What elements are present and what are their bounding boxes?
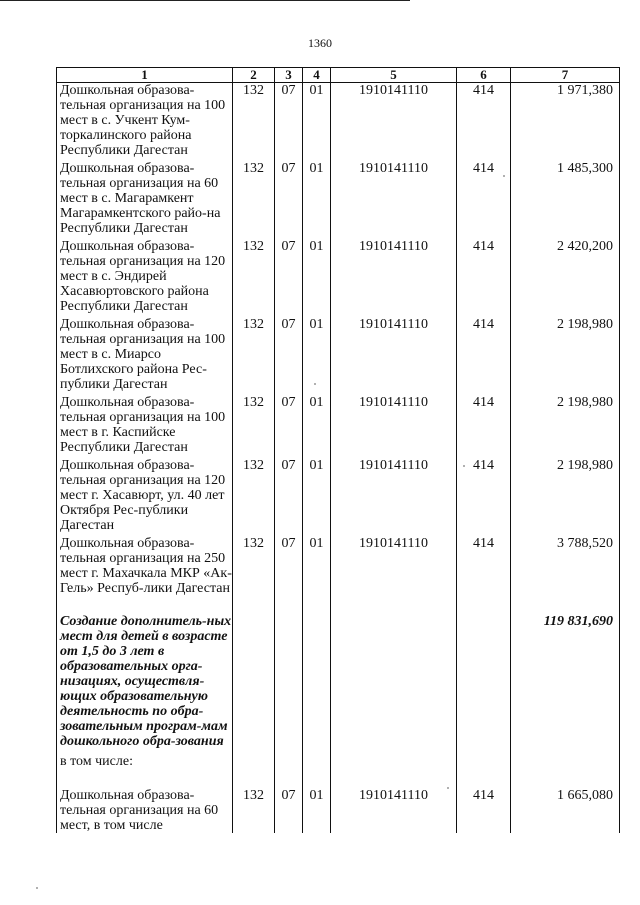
row-subsection-code: 01 (303, 239, 331, 317)
row-ministry-code: 132 (233, 83, 275, 162)
row-subsection-code (303, 754, 331, 788)
subheading-row (57, 754, 620, 788)
row-expense-type-code: 414 (457, 458, 511, 536)
row-section-code: 07 (275, 83, 303, 162)
row-section-code (275, 754, 303, 788)
row-ministry-code: 132 (233, 317, 275, 395)
table-row (57, 458, 620, 536)
table-row (57, 788, 620, 833)
row-target-code: 1910141110 (331, 161, 457, 239)
row-ministry-code: 132 (233, 395, 275, 458)
row-amount (511, 754, 620, 788)
column-header-4: 4 (303, 68, 331, 83)
row-amount: 1 485,300 (511, 161, 620, 239)
row-expense-type-code: 414 (457, 788, 511, 833)
scan-speck (36, 887, 38, 889)
row-ministry-code: 132 (233, 458, 275, 536)
row-amount: 2 198,980 (511, 317, 620, 395)
row-section-code: 07 (275, 317, 303, 395)
row-subsection-code: 01 (303, 458, 331, 536)
row-name: Дошкольная образова-тельная организация на 100 мест в с. Миарсо Ботлихского района Рес-публики Дагестан (57, 317, 233, 395)
row-target-code: 1910141110 (331, 458, 457, 536)
row-expense-type-code: 414 (457, 395, 511, 458)
row-ministry-code: 132 (233, 161, 275, 239)
scan-edge-line (0, 0, 410, 1)
row-ministry-code: 132 (233, 788, 275, 833)
row-amount: 1 971,380 (511, 83, 620, 162)
page-number: 1360 (308, 36, 332, 50)
row-name: Дошкольная образова-тельная организация на 100 мест в с. Учкент Кум-торкалинского района Республики Дагестан (57, 83, 233, 162)
section-title: Создание дополнитель-ных мест для детей в возрасте от 1,5 до 3 лет в образовательных орга-низациях, осуществля-ющих образовательную деятельность по обра-зовательным програм-мам дошкольного обра-зования (57, 614, 233, 754)
row-target-code: 1910141110 (331, 536, 457, 614)
column-header-5: 5 (331, 68, 457, 83)
column-header-2: 2 (233, 68, 275, 83)
row-expense-type-code: 414 (457, 317, 511, 395)
row-section-code: 07 (275, 458, 303, 536)
row-subsection-code: 01 (303, 536, 331, 614)
row-section-code: 07 (275, 788, 303, 833)
table-row (57, 536, 620, 614)
row-ministry-code: 132 (233, 239, 275, 317)
row-target-code: 1910141110 (331, 788, 457, 833)
row-subsection-code: 01 (303, 788, 331, 833)
table-body (57, 83, 620, 834)
subheading-text: в том числе: (57, 754, 233, 788)
row-amount: 2 420,200 (511, 239, 620, 317)
row-expense-type-code: 414 (457, 161, 511, 239)
row-name: Дошкольная образова-тельная организация на 120 мест г. Хасавюрт, ул. 40 лет Октября Рес-публики Дагестан (57, 458, 233, 536)
column-header-6: 6 (457, 68, 511, 83)
row-amount: 2 198,980 (511, 395, 620, 458)
row-expense-type-code (457, 754, 511, 788)
section-row (57, 614, 620, 754)
table-row (57, 83, 620, 162)
row-subsection-code (303, 614, 331, 754)
row-ministry-code (233, 754, 275, 788)
budget-table (56, 67, 620, 833)
row-target-code (331, 614, 457, 754)
column-header-1: 1 (57, 68, 233, 83)
row-subsection-code: 01 (303, 83, 331, 162)
row-section-code: 07 (275, 395, 303, 458)
row-name: Дошкольная образова-тельная организация на 120 мест в с. Эндирей Хасавюртовского района Республики Дагестан (57, 239, 233, 317)
row-expense-type-code: 414 (457, 83, 511, 162)
table-row (57, 239, 620, 317)
column-header-3: 3 (275, 68, 303, 83)
row-target-code (331, 754, 457, 788)
row-section-code: 07 (275, 161, 303, 239)
column-header-7: 7 (511, 68, 620, 83)
row-section-code: 07 (275, 536, 303, 614)
row-subsection-code: 01 (303, 161, 331, 239)
row-expense-type-code: 414 (457, 239, 511, 317)
table-header (57, 68, 620, 83)
scan-speck (314, 383, 316, 385)
row-subsection-code: 01 (303, 317, 331, 395)
row-section-code: 07 (275, 239, 303, 317)
table-row (57, 395, 620, 458)
scan-speck (447, 787, 449, 789)
row-name: Дошкольная образова-тельная организация на 60 мест в с. Магарамкент Магарамкентского райо-на Республики Дагестан (57, 161, 233, 239)
row-name: Дошкольная образова-тельная организация на 250 мест г. Махачкала МКР «Ак-Гель» Респуб-лики Дагестан (57, 536, 233, 614)
row-ministry-code (233, 614, 275, 754)
row-name: Дошкольная образова-тельная организация на 100 мест в г. Каспийске Республики Дагестан (57, 395, 233, 458)
row-target-code: 1910141110 (331, 83, 457, 162)
scan-speck (503, 175, 505, 177)
row-ministry-code: 132 (233, 536, 275, 614)
row-amount: 3 788,520 (511, 536, 620, 614)
row-target-code: 1910141110 (331, 317, 457, 395)
table-row (57, 317, 620, 395)
row-subsection-code: 01 (303, 395, 331, 458)
row-expense-type-code (457, 614, 511, 754)
row-target-code: 1910141110 (331, 395, 457, 458)
budget-table-wrapper (56, 67, 619, 843)
row-target-code: 1910141110 (331, 239, 457, 317)
scan-speck (463, 465, 465, 467)
table-row (57, 161, 620, 239)
row-section-code (275, 614, 303, 754)
row-amount: 1 665,080 (511, 788, 620, 833)
header-row (57, 68, 620, 83)
row-expense-type-code: 414 (457, 536, 511, 614)
row-amount: 2 198,980 (511, 458, 620, 536)
section-total-amount: 119 831,690 (511, 614, 620, 754)
row-name: Дошкольная образова-тельная организация на 60 мест, в том числе (57, 788, 233, 833)
